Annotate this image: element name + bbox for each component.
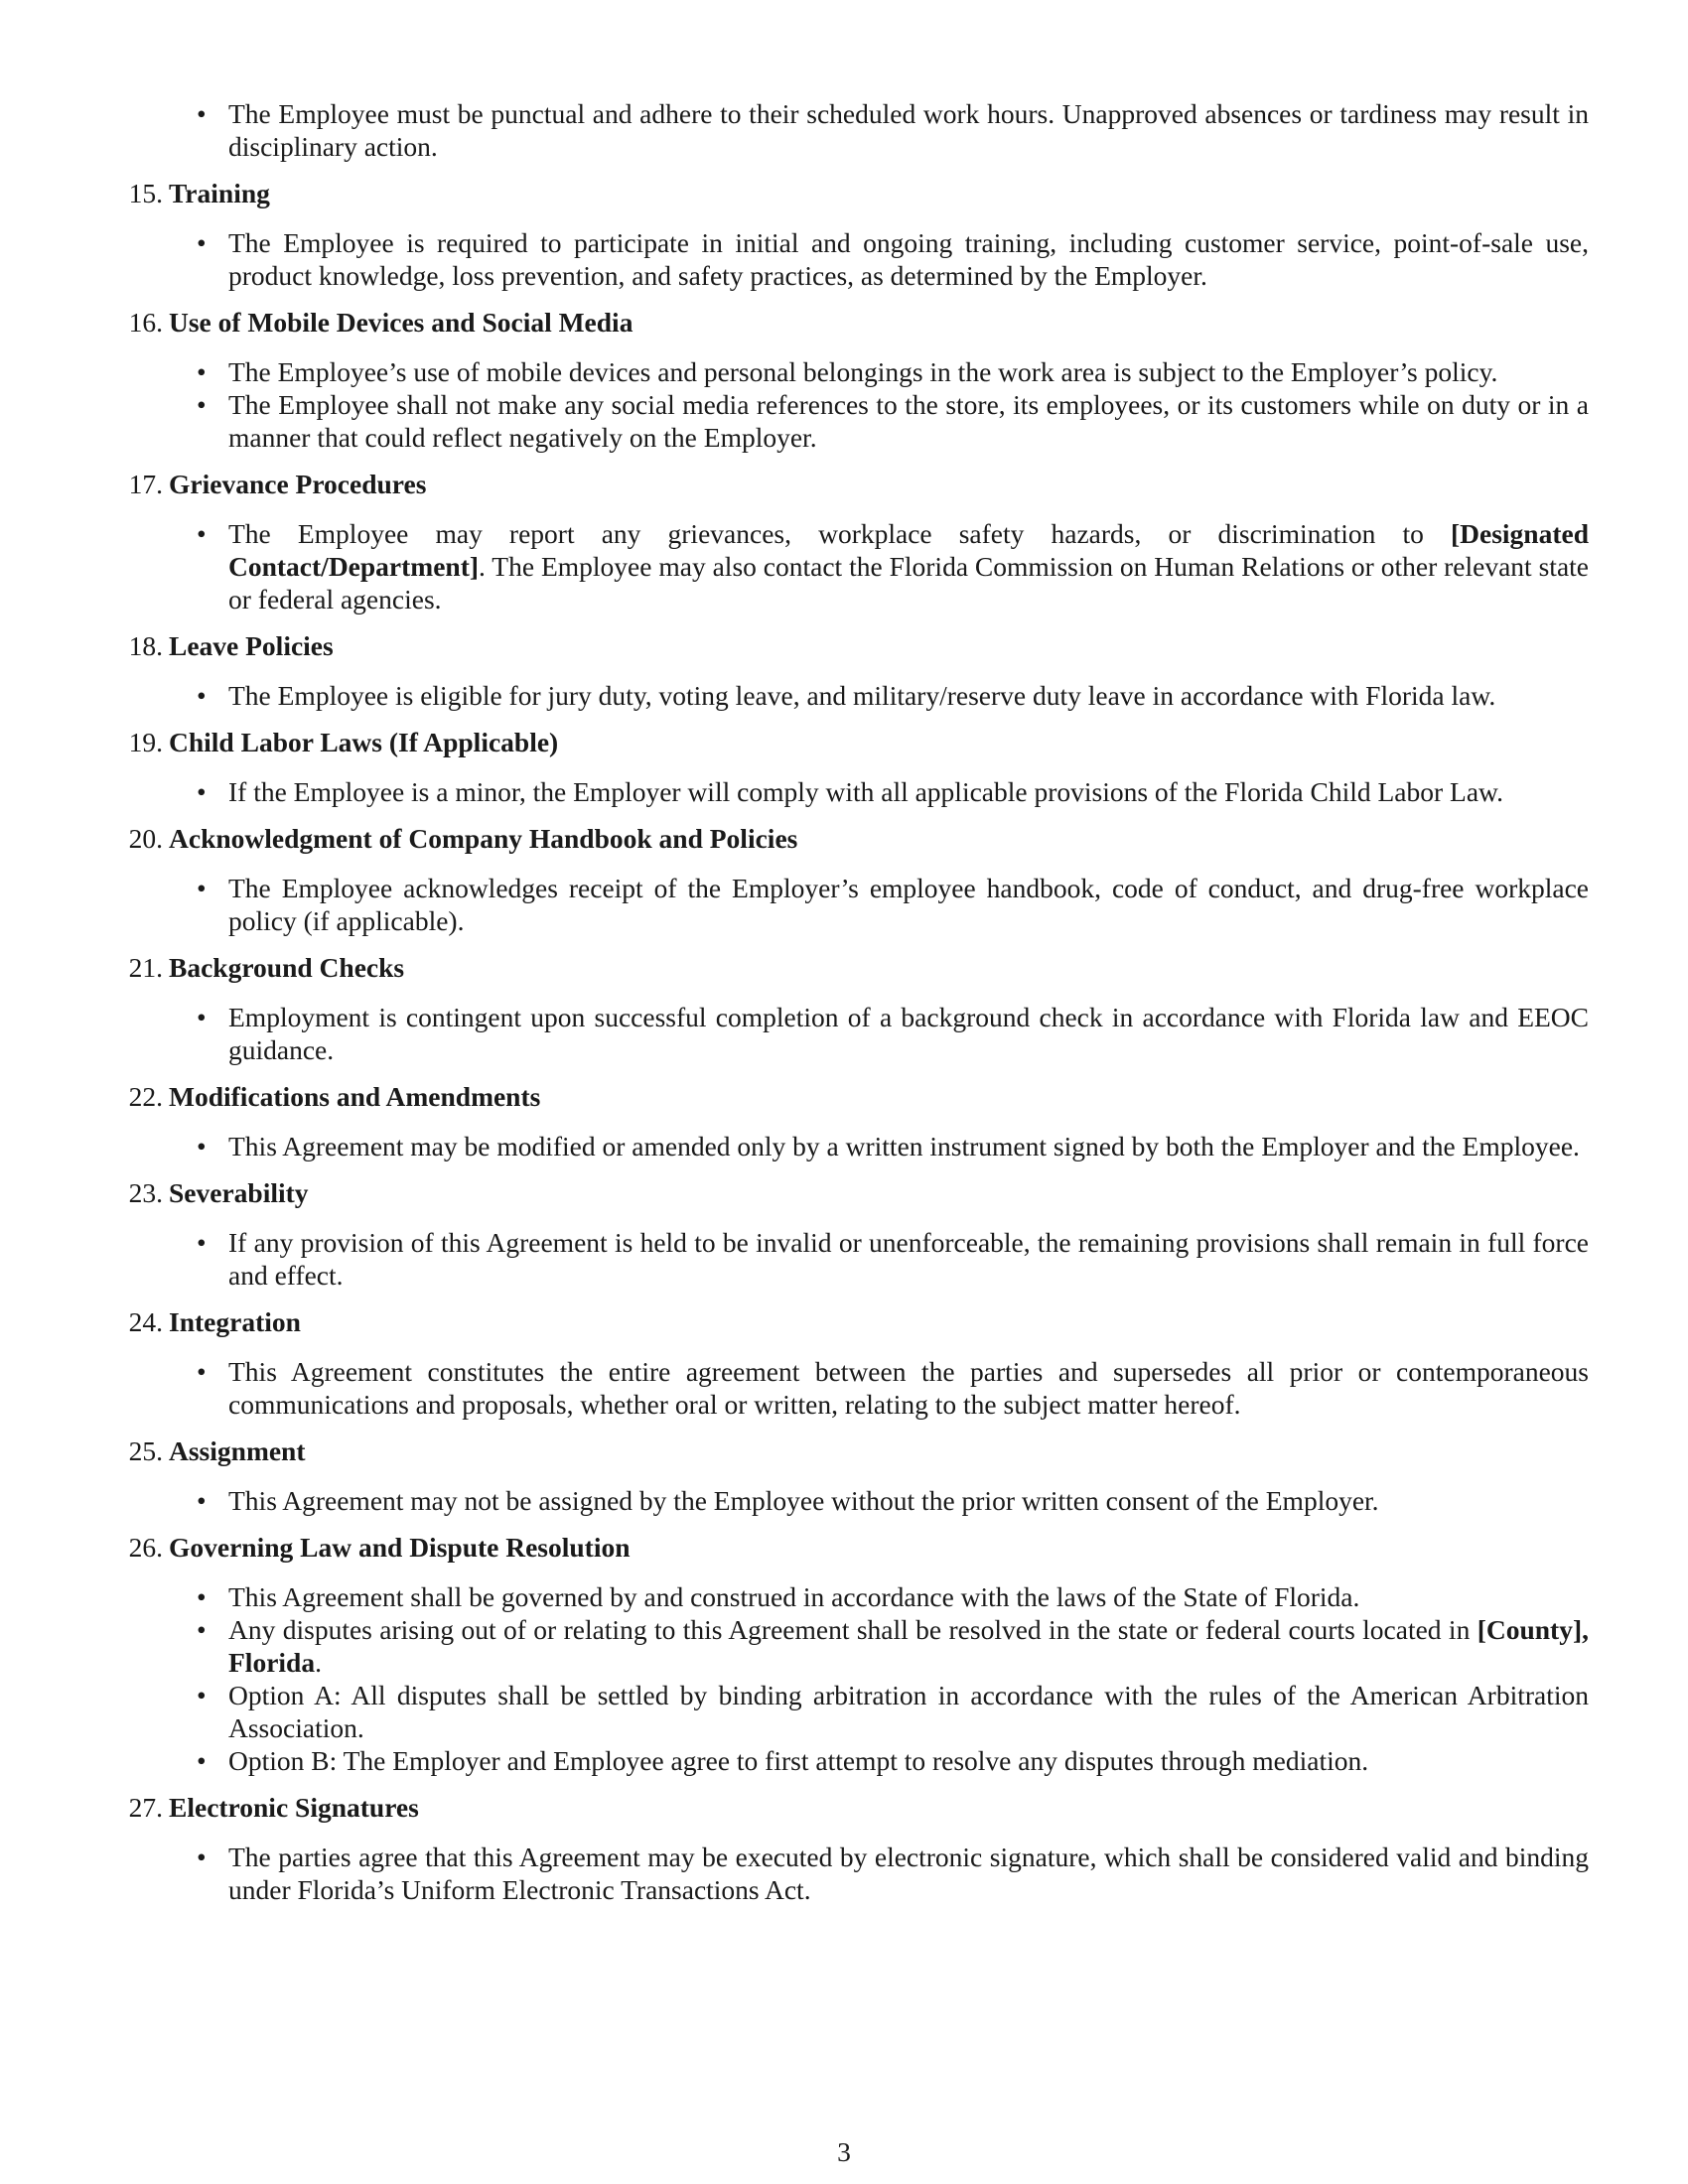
bullet-item: • The parties agree that this Agreement may be executed by electronic signature, which shall be considered valid and binding under Florida’s Uniform Electronic Transactions Act. — [119, 1841, 1589, 1906]
bullet-item: • The Employee acknowledges receipt of the Employer’s employee handbook, code of conduct, and drug-free workplace policy (if applicable). — [119, 872, 1589, 937]
section-number: 17. — [128, 469, 163, 499]
section-heading — [119, 1176, 1589, 1209]
section-number: 25. — [128, 1435, 163, 1466]
bullet-text: . The Employee may also contact the Florida Commission on Human Relations or other relevant state or federal agencies. — [228, 551, 1589, 614]
section-title: Modifications and Amendments — [169, 1081, 541, 1112]
section-20 — [119, 822, 1589, 937]
section-22 — [119, 1080, 1589, 1162]
bullet-list — [119, 1841, 1589, 1906]
section-number: 16. — [128, 307, 163, 338]
section-heading — [119, 822, 1589, 855]
section-title: Child Labor Laws (If Applicable) — [169, 727, 559, 757]
bullet-item: • If the Employee is a minor, the Employer will comply with all applicable provisions of the Florida Child Labor Law. — [119, 775, 1589, 808]
section-17 — [119, 468, 1589, 615]
bullet-list — [119, 1355, 1589, 1421]
section-heading — [119, 1080, 1589, 1113]
bullet-item: • The Employee’s use of mobile devices and personal belongings in the work area is subject to the Employer’s policy. — [119, 355, 1589, 388]
section-title: Use of Mobile Devices and Social Media — [169, 307, 633, 338]
designated-contact-placeholder: [Designated Contact/Department] — [228, 518, 1589, 582]
section-heading — [119, 629, 1589, 662]
document-body — [119, 97, 1589, 1906]
bullet-list — [119, 1001, 1589, 1066]
bullet-item: • Employment is contingent upon successful completion of a background check in accordance with Florida law and EEOC guidance. — [119, 1001, 1589, 1066]
bullet-item: • The Employee shall not make any social media references to the store, its employees, or its customers while on duty or in a manner that could reflect negatively on the Employer. — [119, 388, 1589, 454]
bullet-text: The Employee may report any grievances, workplace safety hazards, or discrimination to — [228, 518, 1451, 549]
bullet-item: • If any provision of this Agreement is held to be invalid or unenforceable, the remaining provisions shall remain in full force and effect. — [119, 1226, 1589, 1292]
section-title: Assignment — [169, 1435, 306, 1466]
section-23 — [119, 1176, 1589, 1292]
section-15 — [119, 177, 1589, 292]
bullet-item — [119, 517, 1589, 615]
section-16 — [119, 306, 1589, 454]
section-number: 18. — [128, 630, 163, 661]
section-heading — [119, 306, 1589, 339]
section-number: 22. — [128, 1081, 163, 1112]
section-heading — [119, 1531, 1589, 1564]
bullet-item: • The Employee must be punctual and adhere to their scheduled work hours. Unapproved absences or tardiness may result in disciplinary action. — [119, 97, 1589, 163]
bullet-list — [119, 679, 1589, 712]
section-title: Background Checks — [169, 952, 405, 983]
section-title: Acknowledgment of Company Handbook and Policies — [169, 823, 798, 854]
bullet-item: • The Employee is eligible for jury duty, voting leave, and military/reserve duty leave in accordance with Florida law. — [119, 679, 1589, 712]
section-26 — [119, 1531, 1589, 1777]
section-number: 20. — [128, 823, 163, 854]
bullet-list — [119, 1484, 1589, 1517]
bullet-list — [119, 517, 1589, 615]
section-24 — [119, 1305, 1589, 1421]
bullet-item: • Option A: All disputes shall be settled by binding arbitration in accordance with the rules of the American Arbitration Association. — [119, 1679, 1589, 1744]
page-number: 3 — [837, 2136, 851, 2167]
section-number: 27. — [128, 1792, 163, 1823]
section-19 — [119, 726, 1589, 808]
bullet-item: • This Agreement constitutes the entire agreement between the parties and supersedes all prior or contemporaneous communications and proposals, whether oral or written, relating to the subject matter hereof. — [119, 1355, 1589, 1421]
section-heading — [119, 951, 1589, 984]
section-number: 23. — [128, 1177, 163, 1208]
section-title: Electronic Signatures — [169, 1792, 419, 1823]
section-18 — [119, 629, 1589, 712]
section-heading — [119, 177, 1589, 209]
section-heading — [119, 726, 1589, 758]
bullet-list — [119, 775, 1589, 808]
section-title: Governing Law and Dispute Resolution — [169, 1532, 631, 1563]
bullet-list — [119, 1130, 1589, 1162]
intro-bullet-list — [119, 97, 1589, 163]
section-title: Severability — [169, 1177, 309, 1208]
section-heading — [119, 1305, 1589, 1338]
section-title: Leave Policies — [169, 630, 334, 661]
section-title: Grievance Procedures — [169, 469, 427, 499]
bullet-item — [119, 1613, 1589, 1679]
section-title: Integration — [169, 1306, 301, 1337]
section-number: 19. — [128, 727, 163, 757]
bullet-text: Any disputes arising out of or relating to this Agreement shall be resolved in the state or federal courts located in — [228, 1614, 1477, 1645]
section-heading — [119, 1434, 1589, 1467]
section-number: 24. — [128, 1306, 163, 1337]
section-title: Training — [169, 178, 270, 208]
section-21 — [119, 951, 1589, 1066]
section-27 — [119, 1791, 1589, 1906]
bullet-list — [119, 226, 1589, 292]
bullet-list — [119, 872, 1589, 937]
bullet-item: • This Agreement shall be governed by and construed in accordance with the laws of the State of Florida. — [119, 1580, 1589, 1613]
section-number: 21. — [128, 952, 163, 983]
bullet-item: • This Agreement may be modified or amended only by a written instrument signed by both the Employer and the Employee. — [119, 1130, 1589, 1162]
bullet-list — [119, 355, 1589, 454]
section-number: 15. — [128, 178, 163, 208]
section-heading — [119, 468, 1589, 500]
county-placeholder: [County], Florida — [228, 1614, 1589, 1678]
bullet-item: • This Agreement may not be assigned by the Employee without the prior written consent of the Employer. — [119, 1484, 1589, 1517]
bullet-list — [119, 1226, 1589, 1292]
section-25 — [119, 1434, 1589, 1517]
bullet-item: • The Employee is required to participate in initial and ongoing training, including customer service, point-of-sale use, product knowledge, loss prevention, and safety practices, as determined by the Employer. — [119, 226, 1589, 292]
bullet-list — [119, 1580, 1589, 1777]
bullet-text: . — [315, 1647, 322, 1678]
section-number: 26. — [128, 1532, 163, 1563]
bullet-item: • Option B: The Employer and Employee agree to first attempt to resolve any disputes through mediation. — [119, 1744, 1589, 1777]
section-heading — [119, 1791, 1589, 1824]
